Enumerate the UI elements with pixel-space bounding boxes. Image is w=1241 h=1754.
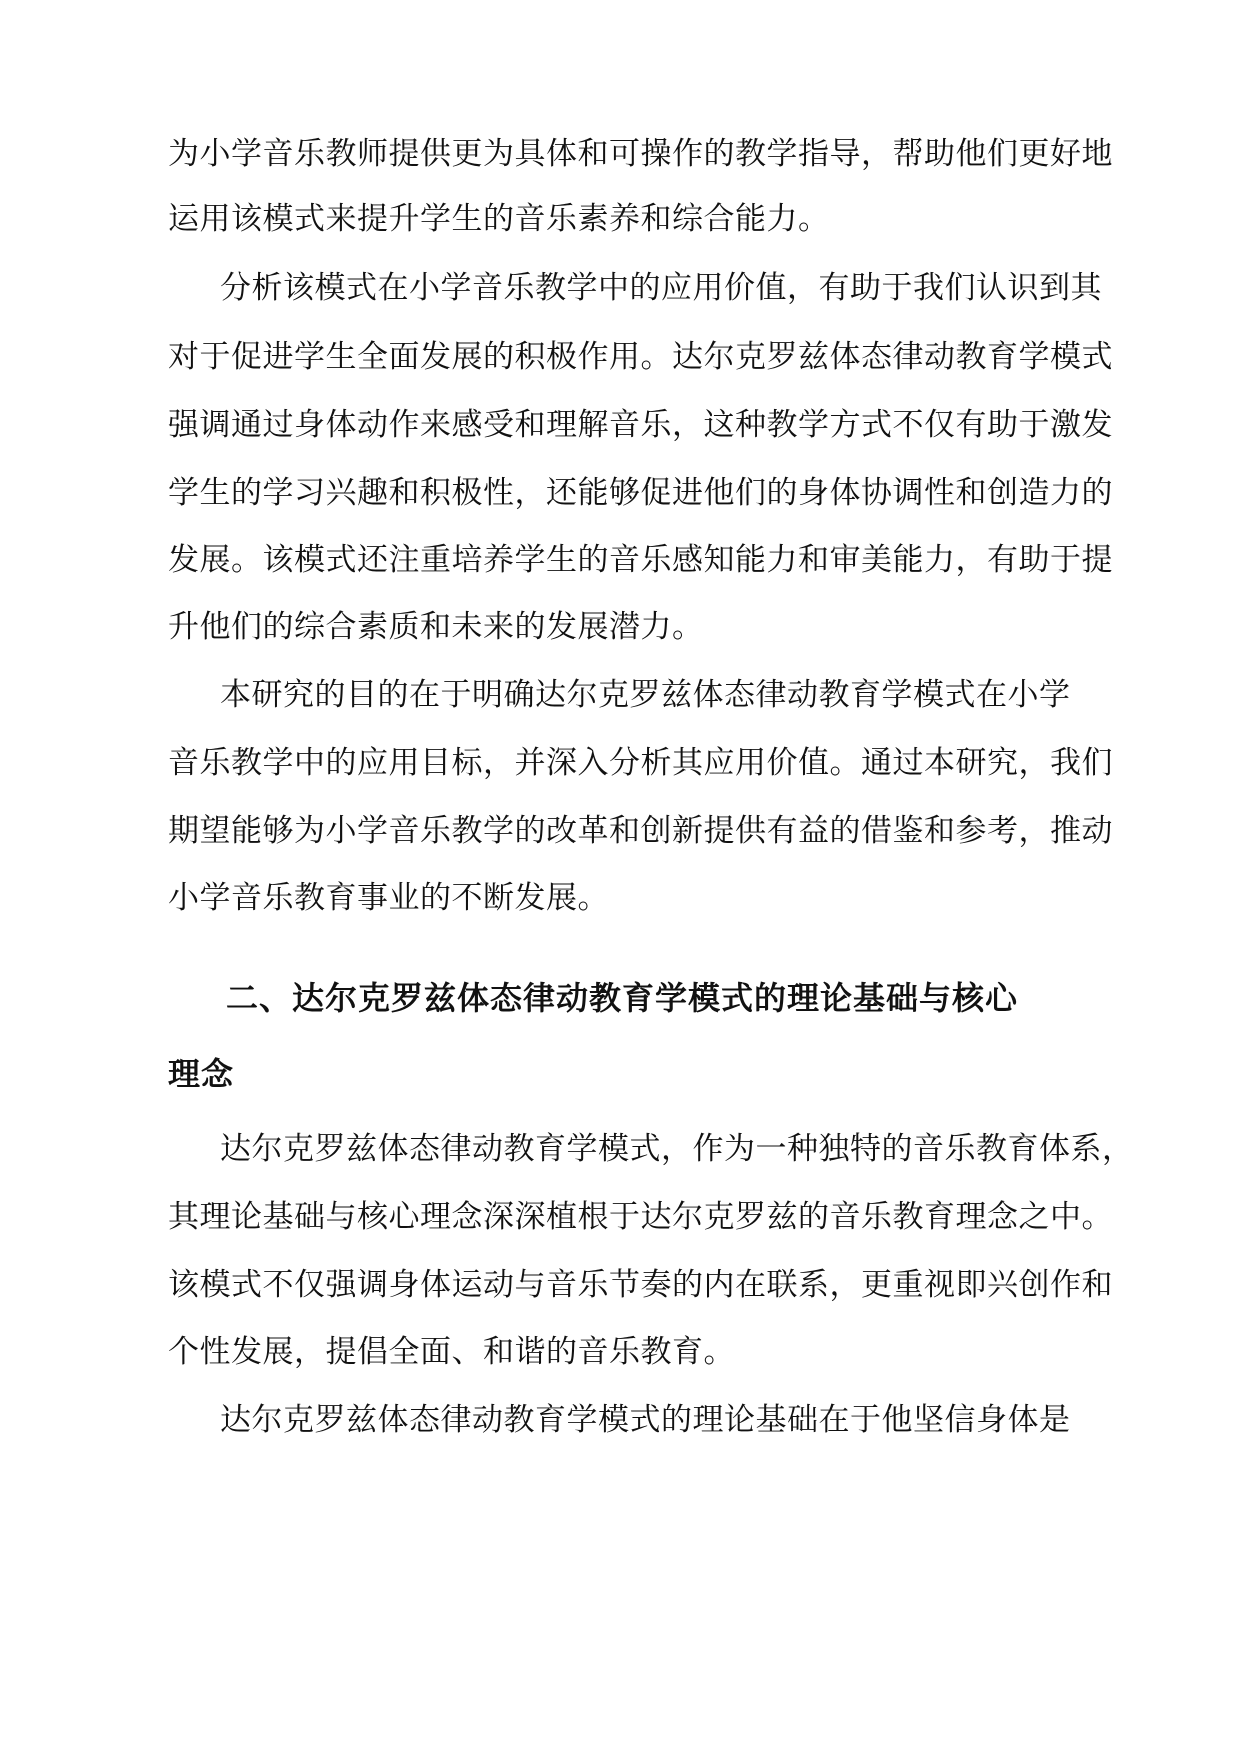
paragraph-2-line-5: 发展。该模式还注重培养学生的音乐感知能力和审美能力，有助于提 [168,542,1113,578]
paragraph-1-line-2: 运用该模式来提升学生的音乐素养和综合能力。 [168,201,830,237]
paragraph-2-line-3: 强调通过身体动作来感受和理解音乐，这种教学方式不仅有助于激发 [168,407,1113,443]
section-heading-line-2: 理念 [168,1055,235,1093]
section-heading-line-1: 二、达尔克罗兹体态律动教育学模式的理论基础与核心 [226,979,1019,1017]
paragraph-1-line-1: 为小学音乐教师提供更为具体和可操作的教学指导，帮助他们更好地 [168,136,1113,172]
paragraph-4-line-3: 该模式不仅强调身体运动与音乐节奏的内在联系，更重视即兴创作和 [168,1267,1113,1303]
paragraph-2-line-1: 分析该模式在小学音乐教学中的应用价值，有助于我们认识到其 [220,270,1102,306]
paragraph-4-line-1: 达尔克罗兹体态律动教育学模式，作为一种独特的音乐教育体系， [220,1131,1134,1167]
paragraph-3-line-1: 本研究的目的在于明确达尔克罗兹体态律动教育学模式在小学 [220,677,1071,713]
paragraph-3-line-4: 小学音乐教育事业的不断发展。 [168,880,609,916]
paragraph-2-line-4: 学生的学习兴趣和积极性，还能够促进他们的身体协调性和创造力的 [168,475,1113,511]
paragraph-4-line-4: 个性发展，提倡全面、和谐的音乐教育。 [168,1334,735,1370]
paragraph-3-line-3: 期望能够为小学音乐教学的改革和创新提供有益的借鉴和参考，推动 [168,813,1113,849]
paragraph-3-line-2: 音乐教学中的应用目标，并深入分析其应用价值。通过本研究，我们 [168,745,1113,781]
paragraph-4-line-2: 其理论基础与核心理念深深植根于达尔克罗兹的音乐教育理念之中。 [168,1199,1113,1235]
paragraph-2-line-2: 对于促进学生全面发展的积极作用。达尔克罗兹体态律动教育学模式 [168,339,1113,375]
paragraph-5-line-1: 达尔克罗兹体态律动教育学模式的理论基础在于他坚信身体是 [220,1402,1071,1438]
paragraph-2-line-6: 升他们的综合素质和未来的发展潜力。 [168,609,704,645]
